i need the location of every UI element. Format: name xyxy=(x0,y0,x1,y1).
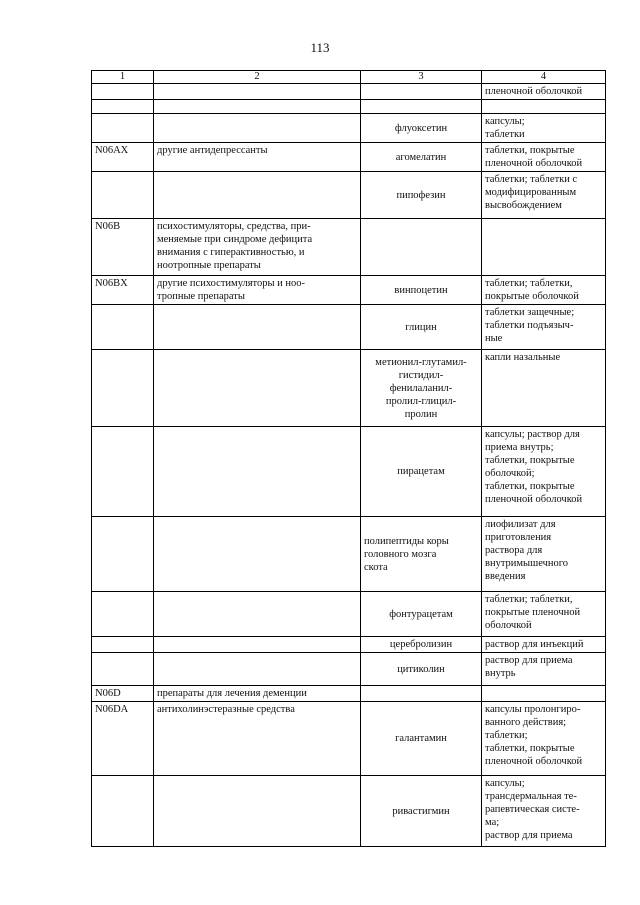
table-row xyxy=(92,114,606,143)
column-header-2: 2 xyxy=(154,71,361,84)
table-row xyxy=(92,686,606,702)
drug-name-cell xyxy=(361,686,482,702)
drug-table xyxy=(91,70,606,847)
dosage-forms-cell: капсулы пролонгиро- ванного действия; таблетки; таблетки, покрытые пленочной оболочкой xyxy=(482,702,606,776)
group-name-cell xyxy=(154,653,361,686)
atc-code-cell: N06DA xyxy=(92,702,154,776)
table-row xyxy=(92,219,606,276)
table-header-row xyxy=(92,71,606,84)
drug-name-cell xyxy=(361,219,482,276)
atc-code-cell xyxy=(92,427,154,517)
dosage-forms-cell: таблетки, покрытые пленочной оболочкой xyxy=(482,143,606,172)
table-row xyxy=(92,776,606,847)
drug-name-cell: пипофезин xyxy=(361,172,482,219)
table-row xyxy=(92,637,606,653)
drug-name-cell: флуоксетин xyxy=(361,114,482,143)
dosage-forms-cell: капсулы; таблетки xyxy=(482,114,606,143)
dosage-forms-cell: капли назальные xyxy=(482,350,606,427)
drug-name-cell xyxy=(361,84,482,100)
atc-code-cell xyxy=(92,114,154,143)
table-row xyxy=(92,84,606,100)
atc-code-cell: N06B xyxy=(92,219,154,276)
atc-code-cell xyxy=(92,305,154,350)
atc-code-cell xyxy=(92,100,154,114)
table-row xyxy=(92,172,606,219)
group-name-cell xyxy=(154,517,361,592)
drug-name-cell: метионил-глутамил- гистидил- фенилаланил- пролил-глицил- пролин xyxy=(361,350,482,427)
drug-name-cell: церебролизин xyxy=(361,637,482,653)
dosage-forms-cell: лиофилизат для приготовления раствора для внутримышечного введения xyxy=(482,517,606,592)
dosage-forms-cell: таблетки; таблетки, покрытые пленочной оболочкой xyxy=(482,592,606,637)
table-row xyxy=(92,427,606,517)
atc-code-cell xyxy=(92,350,154,427)
group-name-cell xyxy=(154,100,361,114)
group-name-cell: другие антидепрессанты xyxy=(154,143,361,172)
atc-code-cell xyxy=(92,84,154,100)
group-name-cell: другие психостимуляторы и ноо- тропные препараты xyxy=(154,276,361,305)
group-name-cell: препараты для лечения деменции xyxy=(154,686,361,702)
dosage-forms-cell: таблетки защечные; таблетки подъязыч- ные xyxy=(482,305,606,350)
atc-code-cell xyxy=(92,776,154,847)
atc-code-cell: N06AX xyxy=(92,143,154,172)
group-name-cell xyxy=(154,172,361,219)
table-row xyxy=(92,100,606,114)
table-row xyxy=(92,143,606,172)
group-name-cell xyxy=(154,84,361,100)
atc-code-cell xyxy=(92,653,154,686)
table-row xyxy=(92,350,606,427)
atc-code-cell: N06D xyxy=(92,686,154,702)
atc-code-cell xyxy=(92,517,154,592)
page-number: 113 xyxy=(310,40,330,55)
drug-name-cell: полипептиды коры головного мозга скота xyxy=(361,517,482,592)
table-row xyxy=(92,592,606,637)
table-row xyxy=(92,653,606,686)
group-name-cell xyxy=(154,305,361,350)
dosage-forms-cell: раствор для приема внутрь xyxy=(482,653,606,686)
dosage-forms-cell: капсулы; раствор для приема внутрь; таблетки, покрытые оболочкой; таблетки, покрытые пленочной оболочкой xyxy=(482,427,606,517)
group-name-cell xyxy=(154,592,361,637)
drug-name-cell: агомелатин xyxy=(361,143,482,172)
group-name-cell: психостимуляторы, средства, при- меняемые при синдроме дефицита внимания с гиперактивностью, и ноотропные препараты xyxy=(154,219,361,276)
drug-name-cell: пирацетам xyxy=(361,427,482,517)
column-header-1: 1 xyxy=(92,71,154,84)
atc-code-cell: N06BX xyxy=(92,276,154,305)
dosage-forms-cell: таблетки; таблетки, покрытые оболочкой xyxy=(482,276,606,305)
atc-code-cell xyxy=(92,637,154,653)
group-name-cell: антихолинэстеразные средства xyxy=(154,702,361,776)
group-name-cell xyxy=(154,427,361,517)
group-name-cell xyxy=(154,637,361,653)
drug-name-cell: цитиколин xyxy=(361,653,482,686)
table-row xyxy=(92,305,606,350)
table-row xyxy=(92,702,606,776)
dosage-forms-cell xyxy=(482,686,606,702)
drug-name-cell xyxy=(361,100,482,114)
drug-name-cell: галантамин xyxy=(361,702,482,776)
dosage-forms-cell xyxy=(482,100,606,114)
dosage-forms-cell: таблетки; таблетки с модифицированным высвобождением xyxy=(482,172,606,219)
drug-name-cell: ривастигмин xyxy=(361,776,482,847)
drug-name-cell: фонтурацетам xyxy=(361,592,482,637)
table-row xyxy=(92,517,606,592)
dosage-forms-cell: раствор для инъекций xyxy=(482,637,606,653)
dosage-forms-cell: пленочной оболочкой xyxy=(482,84,606,100)
group-name-cell xyxy=(154,350,361,427)
atc-code-cell xyxy=(92,172,154,219)
drug-name-cell: глицин xyxy=(361,305,482,350)
dosage-forms-cell xyxy=(482,219,606,276)
dosage-forms-cell: капсулы; трансдермальная те- рапевтическая систе- ма; раствор для приема xyxy=(482,776,606,847)
group-name-cell xyxy=(154,114,361,143)
table-row xyxy=(92,276,606,305)
group-name-cell xyxy=(154,776,361,847)
drug-name-cell: винпоцетин xyxy=(361,276,482,305)
column-header-3: 3 xyxy=(361,71,482,84)
atc-code-cell xyxy=(92,592,154,637)
column-header-4: 4 xyxy=(482,71,606,84)
